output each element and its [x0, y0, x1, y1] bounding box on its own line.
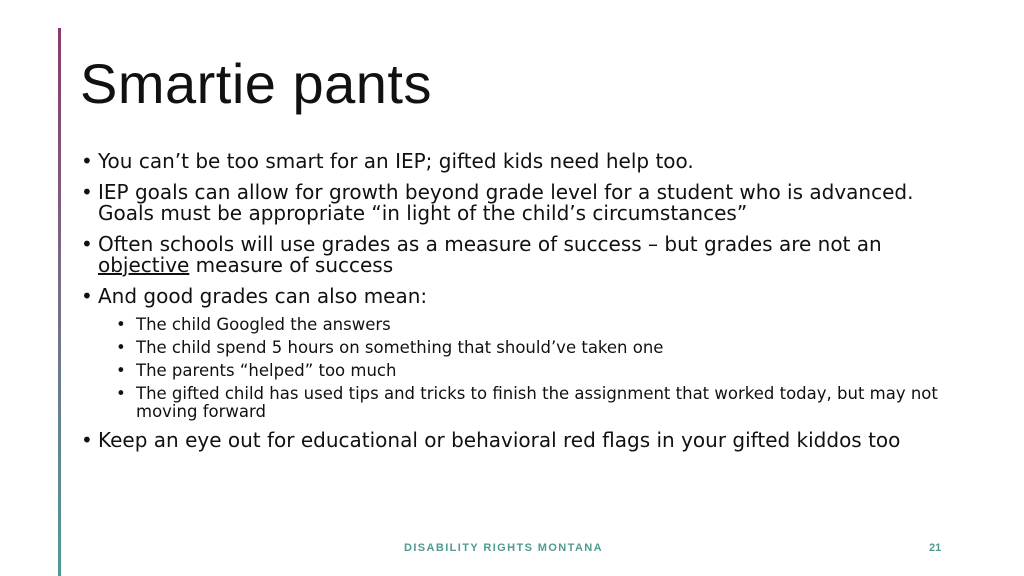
slide-title: Smartie pants [80, 52, 432, 115]
bullet-item [78, 231, 958, 277]
bullet-item: • Keep an eye out for educational or behavioral red flags in your gifted kiddos too [78, 430, 958, 452]
page-number: 21 [929, 542, 942, 554]
accent-bar [58, 28, 61, 576]
sub-bullet-item: • The child Googled the answers [78, 316, 958, 334]
sub-bullet-item: • The gifted child has used tips and tricks to finish the assignment that worked today, but may not moving forward [78, 385, 958, 421]
bullet-text: measure of success [189, 253, 394, 277]
sub-bullet-item: • The child spend 5 hours on something that should’ve taken one [78, 339, 958, 357]
bullet-item: • IEP goals can allow for growth beyond grade level for a student who is advanced. Goals must be appropriate “in light of the child’s circumstances” [78, 182, 958, 225]
bullet-list [78, 151, 958, 461]
footer-organization: DISABILITY RIGHTS MONTANA [404, 542, 603, 554]
sub-bullet-item: • The parents “helped” too much [78, 362, 958, 380]
sub-bullet-list [78, 316, 958, 421]
underlined-word: objective [98, 253, 190, 277]
bullet-item: • And good grades can also mean: [78, 286, 958, 308]
bullet-item: • You can’t be too smart for an IEP; gifted kids need help too. [78, 151, 958, 173]
bullet-text: Often schools will use grades as a measure of success – but grades are not an [98, 231, 882, 256]
